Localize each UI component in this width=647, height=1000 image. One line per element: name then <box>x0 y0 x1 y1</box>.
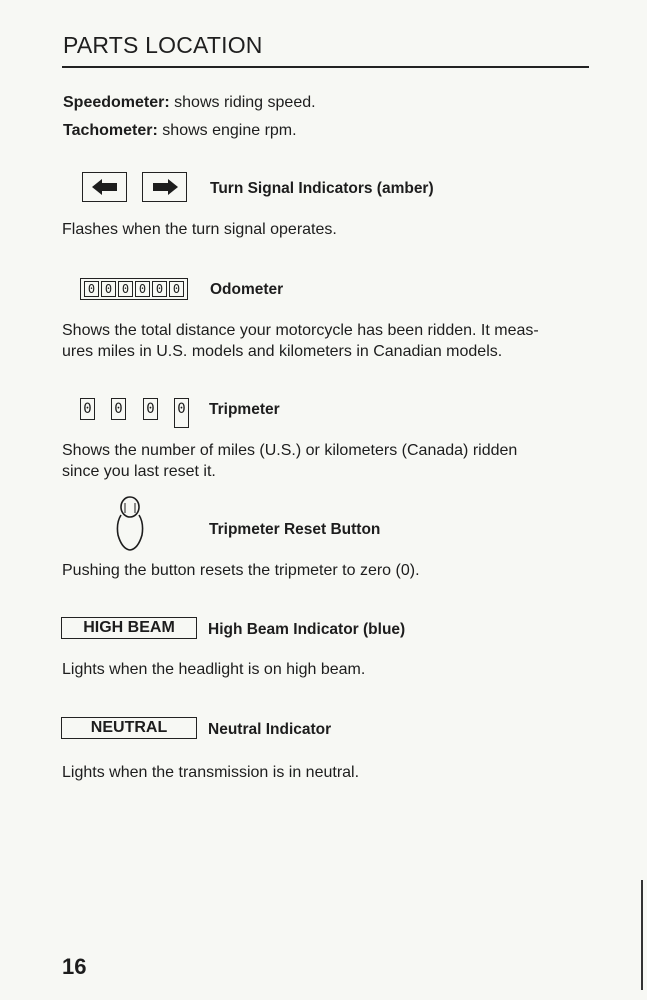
turn-signal-label: Turn Signal Indicators (amber) <box>210 180 434 197</box>
odometer-digit: 0 <box>118 281 133 297</box>
speedometer-text: shows riding speed. <box>169 94 316 111</box>
odometer-digit: 0 <box>135 281 150 297</box>
tripmeter-digit-icon: 0 <box>80 398 95 420</box>
tripmeter-description-line1: Shows the number of miles (U.S.) or kilometers (Canada) ridden <box>62 442 518 459</box>
reset-button-icon <box>112 493 148 553</box>
reset-button-description: Pushing the button resets the tripmeter to zero (0). <box>62 562 420 579</box>
odometer-digit: 0 <box>84 281 99 297</box>
page-number: 16 <box>62 954 87 979</box>
turn-signal-description: Flashes when the turn signal operates. <box>62 221 337 238</box>
left-turn-signal-icon <box>82 172 127 202</box>
odometer-digit: 0 <box>101 281 116 297</box>
neutral-label: Neutral Indicator <box>208 721 332 738</box>
high-beam-description: Lights when the headlight is on high beam. <box>62 661 366 678</box>
tripmeter-description-line2: since you last reset it. <box>62 463 216 480</box>
speedometer-line <box>63 92 316 113</box>
neutral-description: Lights when the transmission is in neutral. <box>62 764 360 781</box>
title-rule <box>62 66 589 68</box>
odometer-label: Odometer <box>210 281 284 298</box>
right-turn-signal-icon <box>142 172 187 202</box>
tripmeter-digit-icon: 0 <box>174 398 189 428</box>
tachometer-label: Tachometer: <box>63 122 158 139</box>
neutral-indicator-icon: NEUTRAL <box>61 717 197 739</box>
tripmeter-digit-icon: 0 <box>143 398 158 420</box>
speedometer-label: Speedometer: <box>63 94 170 111</box>
high-beam-indicator-icon: HIGH BEAM <box>61 617 197 639</box>
tachometer-text: shows engine rpm. <box>157 122 297 139</box>
odometer-icon <box>80 278 188 300</box>
odometer-digit: 0 <box>152 281 167 297</box>
tripmeter-label: Tripmeter <box>209 401 280 418</box>
odometer-description-line1: Shows the total distance your motorcycle has been ridden. It meas- <box>62 322 539 339</box>
odometer-digit: 0 <box>169 281 184 297</box>
high-beam-label: High Beam Indicator (blue) <box>208 621 406 638</box>
page-edge <box>641 880 643 990</box>
reset-button-label: Tripmeter Reset Button <box>209 521 381 538</box>
page-title: PARTS LOCATION <box>63 32 263 58</box>
tripmeter-digit-icon: 0 <box>111 398 126 420</box>
tachometer-line <box>63 120 297 141</box>
odometer-description-line2: ures miles in U.S. models and kilometers in Canadian models. <box>62 343 503 360</box>
